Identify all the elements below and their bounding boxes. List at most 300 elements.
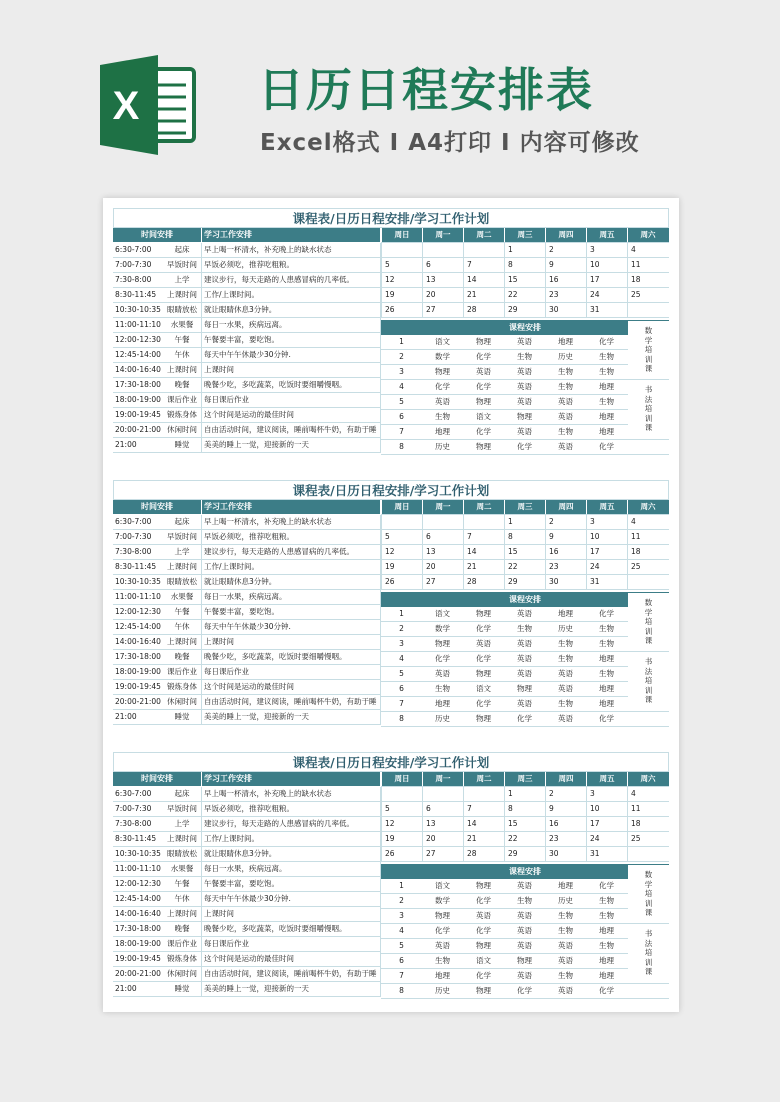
calendar-day: 25 xyxy=(627,560,668,574)
course-row xyxy=(381,939,669,954)
calendar-day xyxy=(422,243,463,257)
calendar-day: 24 xyxy=(586,560,627,574)
course-period: 2 xyxy=(399,896,404,905)
schedule-label: 午餐 xyxy=(174,335,190,344)
calendar-day: 27 xyxy=(422,303,463,317)
schedule-row xyxy=(113,695,381,710)
course-row xyxy=(381,924,669,939)
schedule-task: 每天中午午休最少30分钟. xyxy=(201,892,381,906)
calendar-day: 21 xyxy=(463,832,504,846)
course-row xyxy=(381,607,669,622)
course-subject: 生物 xyxy=(558,639,573,648)
schedule-task: 自由活动时间，建议阅读，睡前喝杯牛奶，有助于睡 xyxy=(201,423,381,437)
course-row xyxy=(381,425,669,440)
schedule-row xyxy=(113,952,381,967)
course-subject: 英语 xyxy=(558,941,573,950)
schedule-row xyxy=(113,892,381,907)
calendar-day: 5 xyxy=(381,258,422,272)
course-subject: 化学 xyxy=(476,427,491,436)
schedule-task: 上课时间 xyxy=(201,907,381,921)
calendar-week-row xyxy=(381,575,669,590)
weekday-header: 周二 xyxy=(463,500,504,514)
course-subject: 地理 xyxy=(599,699,614,708)
schedule-time: 20:00-21:00 xyxy=(115,969,161,978)
calendar-day: 27 xyxy=(422,847,463,861)
course-subject: 化学 xyxy=(435,382,450,391)
schedule-task: 工作/上课时间。 xyxy=(201,832,381,846)
course-subject: 生物 xyxy=(435,956,450,965)
calendar-day: 13 xyxy=(422,817,463,831)
schedule-label: 晚餐 xyxy=(174,652,190,661)
schedule-time: 19:00-19:45 xyxy=(115,682,161,691)
schedule-label: 起床 xyxy=(174,517,190,526)
schedule-task: 早上喝一杯清水，补充晚上的缺水状态 xyxy=(201,515,381,529)
note-text: 数 学 培 训 课 xyxy=(644,326,653,373)
course-period: 6 xyxy=(399,412,404,421)
calendar-day: 24 xyxy=(586,832,627,846)
course-subject: 化学 xyxy=(435,654,450,663)
schedule-label: 眼睛放松 xyxy=(167,577,197,586)
calendar-day: 23 xyxy=(545,560,586,574)
weekday-header: 周日 xyxy=(381,772,422,786)
course-subject: 英语 xyxy=(517,367,532,376)
schedule-label: 早饭时间 xyxy=(167,260,197,269)
calendar-week-row xyxy=(381,545,669,560)
course-subject: 生物 xyxy=(517,624,532,633)
course-subject: 英语 xyxy=(517,971,532,980)
schedule-header-time: 时间安排 xyxy=(141,774,173,783)
course-subject: 生物 xyxy=(558,699,573,708)
calendar-day xyxy=(422,515,463,529)
daily-schedule-table xyxy=(113,500,381,725)
schedule-section-2 xyxy=(113,480,669,734)
calendar-panel xyxy=(381,500,669,727)
schedule-time: 17:30-18:00 xyxy=(115,380,161,389)
schedule-row xyxy=(113,273,381,288)
schedule-label: 课后作业 xyxy=(167,395,197,404)
schedule-time: 20:00-21:00 xyxy=(115,697,161,706)
course-subject: 地理 xyxy=(599,427,614,436)
course-subject: 英语 xyxy=(558,412,573,421)
schedule-task: 上课时间 xyxy=(201,635,381,649)
schedule-time: 11:00-11:10 xyxy=(115,864,161,873)
calendar-day: 19 xyxy=(381,288,422,302)
weekday-header: 周六 xyxy=(627,500,668,514)
course-period: 6 xyxy=(399,956,404,965)
schedule-label: 早饭时间 xyxy=(167,532,197,541)
calendar-day: 10 xyxy=(586,530,627,544)
course-subject: 英语 xyxy=(435,397,450,406)
schedule-label: 锻炼身体 xyxy=(167,682,197,691)
course-subject: 物理 xyxy=(476,941,491,950)
schedule-row xyxy=(113,545,381,560)
course-subject: 生物 xyxy=(558,427,573,436)
course-row xyxy=(381,894,669,909)
weekday-header: 周三 xyxy=(504,500,545,514)
calendar-week-row xyxy=(381,258,669,273)
course-subject: 历史 xyxy=(558,896,573,905)
schedule-task: 每天中午午休最少30分钟. xyxy=(201,620,381,634)
calendar-day: 10 xyxy=(586,802,627,816)
schedule-time: 12:45-14:00 xyxy=(115,350,161,359)
calendar-day: 4 xyxy=(627,787,668,801)
course-subject: 生物 xyxy=(599,397,614,406)
schedule-row xyxy=(113,560,381,575)
calendar-day: 7 xyxy=(463,530,504,544)
schedule-task: 工作/上课时间。 xyxy=(201,560,381,574)
course-period: 5 xyxy=(399,941,404,950)
course-title-bar: 课程安排 xyxy=(381,320,669,335)
calendar-day: 11 xyxy=(627,258,668,272)
schedule-time: 11:00-11:10 xyxy=(115,592,161,601)
calendar-day: 7 xyxy=(463,802,504,816)
course-subject: 英语 xyxy=(517,639,532,648)
schedule-label: 晚餐 xyxy=(174,924,190,933)
calendar-panel xyxy=(381,772,669,999)
course-period: 5 xyxy=(399,397,404,406)
section-title: 课程表/日历日程安排/学习工作计划 xyxy=(113,208,669,228)
schedule-time: 8:30-11:45 xyxy=(115,290,157,299)
course-subject: 地理 xyxy=(599,684,614,693)
schedule-row xyxy=(113,590,381,605)
weekday-header: 周一 xyxy=(422,228,463,242)
calendar-day: 29 xyxy=(504,575,545,589)
schedule-row xyxy=(113,575,381,590)
schedule-time: 14:00-16:40 xyxy=(115,909,161,918)
calendar-day: 5 xyxy=(381,530,422,544)
weekday-header: 周四 xyxy=(545,228,586,242)
schedule-task: 建议步行，每天走路的人患感冒病的几率低。 xyxy=(201,545,381,559)
course-subject: 英语 xyxy=(476,639,491,648)
calendar-day xyxy=(381,515,422,529)
schedule-task: 建议步行，每天走路的人患感冒病的几率低。 xyxy=(201,273,381,287)
schedule-label: 上课时间 xyxy=(167,562,197,571)
course-subject: 地理 xyxy=(599,956,614,965)
calligraphy-training-note xyxy=(628,653,669,711)
schedule-time: 17:30-18:00 xyxy=(115,652,161,661)
calendar-day: 20 xyxy=(422,560,463,574)
course-subject: 生物 xyxy=(435,684,450,693)
course-row xyxy=(381,969,669,984)
schedule-time: 8:30-11:45 xyxy=(115,834,157,843)
course-subject: 地理 xyxy=(599,382,614,391)
weekday-header-row xyxy=(381,228,669,243)
course-subject: 物理 xyxy=(435,639,450,648)
schedule-task: 每日课后作业 xyxy=(201,937,381,951)
course-subject: 物理 xyxy=(476,669,491,678)
schedule-time: 7:30-8:00 xyxy=(115,547,152,556)
calendar-day: 25 xyxy=(627,288,668,302)
course-row xyxy=(381,984,669,999)
course-period: 4 xyxy=(399,654,404,663)
course-subject: 生物 xyxy=(558,911,573,920)
calendar-day: 2 xyxy=(545,515,586,529)
weekday-header: 周三 xyxy=(504,228,545,242)
calendar-day: 4 xyxy=(627,515,668,529)
schedule-row xyxy=(113,710,381,725)
page-subtitle: Excel格式 I A4打印 I 内容可修改 xyxy=(260,130,640,156)
course-row xyxy=(381,667,669,682)
schedule-time: 19:00-19:45 xyxy=(115,954,161,963)
schedule-time: 10:30-10:35 xyxy=(115,849,161,858)
schedule-label: 休闲时间 xyxy=(167,969,197,978)
schedule-row xyxy=(113,243,381,258)
weekday-header: 周二 xyxy=(463,228,504,242)
weekday-header-row xyxy=(381,772,669,787)
course-period: 1 xyxy=(399,881,404,890)
schedule-task: 晚餐少吃，多吃蔬菜，吃饭时要细嚼慢咽。 xyxy=(201,378,381,392)
calendar-day: 15 xyxy=(504,273,545,287)
schedule-label: 上课时间 xyxy=(167,365,197,374)
schedule-time: 21:00 xyxy=(115,984,137,993)
weekday-header: 周四 xyxy=(545,500,586,514)
course-subject: 化学 xyxy=(435,926,450,935)
schedule-task: 每日一水果，疾病远离。 xyxy=(201,318,381,332)
course-subject: 英语 xyxy=(517,654,532,663)
course-subject: 物理 xyxy=(517,684,532,693)
schedule-label: 眼睛放松 xyxy=(167,305,197,314)
course-subject: 数学 xyxy=(435,352,450,361)
course-subject: 历史 xyxy=(558,352,573,361)
note-text: 书 法 培 训 课 xyxy=(644,929,653,976)
schedule-header-task: 学习工作安排 xyxy=(201,772,381,786)
course-subject: 英语 xyxy=(558,669,573,678)
calendar-day: 20 xyxy=(422,288,463,302)
schedule-task: 自由活动时间，建议阅读，睡前喝杯牛奶，有助于睡 xyxy=(201,967,381,981)
weekday-header: 周四 xyxy=(545,772,586,786)
course-subject: 化学 xyxy=(476,654,491,663)
calendar-day: 25 xyxy=(627,832,668,846)
schedule-row xyxy=(113,303,381,318)
course-subject: 物理 xyxy=(517,956,532,965)
calendar-day xyxy=(381,787,422,801)
course-subject: 化学 xyxy=(476,352,491,361)
section-title: 课程表/日历日程安排/学习工作计划 xyxy=(113,752,669,772)
schedule-task: 美美的睡上一觉，迎接新的一天 xyxy=(201,982,381,996)
calendar-week-row xyxy=(381,273,669,288)
schedule-row xyxy=(113,922,381,937)
schedule-task: 每日一水果，疾病远离。 xyxy=(201,862,381,876)
schedule-task: 这个时间是运动的最佳时间 xyxy=(201,680,381,694)
weekday-header: 周二 xyxy=(463,772,504,786)
course-subject: 化学 xyxy=(476,971,491,980)
course-period: 4 xyxy=(399,926,404,935)
calendar-day: 5 xyxy=(381,802,422,816)
course-subject: 英语 xyxy=(476,911,491,920)
course-subject: 生物 xyxy=(558,367,573,376)
schedule-time: 6:30-7:00 xyxy=(115,789,152,798)
schedule-row xyxy=(113,907,381,922)
calendar-day: 22 xyxy=(504,288,545,302)
schedule-row xyxy=(113,620,381,635)
calendar-week-row xyxy=(381,530,669,545)
schedule-task: 午餐要丰富，要吃饱。 xyxy=(201,605,381,619)
calendar-day: 8 xyxy=(504,258,545,272)
calendar-day: 16 xyxy=(545,817,586,831)
schedule-time: 10:30-10:35 xyxy=(115,305,161,314)
course-subject: 英语 xyxy=(558,986,573,995)
schedule-row xyxy=(113,258,381,273)
course-subject: 化学 xyxy=(476,699,491,708)
schedule-task: 美美的睡上一觉，迎接新的一天 xyxy=(201,438,381,452)
course-subject: 物理 xyxy=(476,714,491,723)
schedule-row xyxy=(113,408,381,423)
schedule-time: 7:00-7:30 xyxy=(115,260,152,269)
course-row xyxy=(381,909,669,924)
course-subject: 英语 xyxy=(435,941,450,950)
schedule-task: 每日一水果，疾病远离。 xyxy=(201,590,381,604)
course-row xyxy=(381,712,669,727)
calendar-day: 28 xyxy=(463,575,504,589)
excel-logo-icon xyxy=(100,55,197,155)
calendar-day: 23 xyxy=(545,288,586,302)
course-subject: 数学 xyxy=(435,896,450,905)
course-subject: 历史 xyxy=(435,714,450,723)
calendar-day: 10 xyxy=(586,258,627,272)
calendar-day: 31 xyxy=(586,575,627,589)
schedule-task: 晚餐少吃，多吃蔬菜，吃饭时要细嚼慢咽。 xyxy=(201,650,381,664)
schedule-time: 19:00-19:45 xyxy=(115,410,161,419)
schedule-row xyxy=(113,967,381,982)
note-text: 书 法 培 训 课 xyxy=(644,657,653,704)
weekday-header: 周五 xyxy=(586,228,627,242)
calendar-day: 21 xyxy=(463,288,504,302)
calendar-day: 1 xyxy=(504,515,545,529)
course-period: 8 xyxy=(399,714,404,723)
course-subject: 英语 xyxy=(517,926,532,935)
schedule-time: 12:00-12:30 xyxy=(115,879,161,888)
course-period: 7 xyxy=(399,699,404,708)
course-row xyxy=(381,879,669,894)
calendar-day: 14 xyxy=(463,545,504,559)
schedule-label: 睡觉 xyxy=(174,984,190,993)
calligraphy-training-note xyxy=(628,925,669,983)
schedule-header-row xyxy=(113,228,381,243)
schedule-time: 14:00-16:40 xyxy=(115,637,161,646)
schedule-label: 上课时间 xyxy=(167,909,197,918)
calendar-day: 12 xyxy=(381,817,422,831)
calendar-day xyxy=(627,575,668,589)
calendar-day: 19 xyxy=(381,832,422,846)
course-subject: 英语 xyxy=(558,442,573,451)
course-subject: 物理 xyxy=(476,986,491,995)
schedule-row xyxy=(113,363,381,378)
calendar-day: 2 xyxy=(545,243,586,257)
calendar-day xyxy=(381,243,422,257)
calendar-day: 7 xyxy=(463,258,504,272)
schedule-time: 7:30-8:00 xyxy=(115,275,152,284)
schedule-task: 每天中午午休最少30分钟. xyxy=(201,348,381,362)
course-subject: 地理 xyxy=(558,609,573,618)
weekday-header: 周一 xyxy=(422,772,463,786)
course-period: 8 xyxy=(399,442,404,451)
schedule-label: 上课时间 xyxy=(167,637,197,646)
calendar-day: 12 xyxy=(381,545,422,559)
calendar-day: 17 xyxy=(586,817,627,831)
math-training-note xyxy=(628,865,669,923)
course-row xyxy=(381,365,669,380)
schedule-row xyxy=(113,937,381,952)
calligraphy-training-note xyxy=(628,381,669,439)
schedule-time: 20:00-21:00 xyxy=(115,425,161,434)
calendar-week-row xyxy=(381,515,669,530)
schedule-row xyxy=(113,982,381,997)
calendar-week-row xyxy=(381,288,669,303)
course-subject: 语文 xyxy=(476,684,491,693)
course-subject: 生物 xyxy=(435,412,450,421)
course-subject: 英语 xyxy=(517,427,532,436)
schedule-header-row xyxy=(113,772,381,787)
schedule-label: 睡觉 xyxy=(174,712,190,721)
schedule-time: 12:45-14:00 xyxy=(115,894,161,903)
schedule-task: 早上喝一杯清水，补充晚上的缺水状态 xyxy=(201,243,381,257)
schedule-row xyxy=(113,530,381,545)
course-subject: 化学 xyxy=(599,986,614,995)
schedule-task: 晚餐少吃，多吃蔬菜，吃饭时要细嚼慢咽。 xyxy=(201,922,381,936)
course-subject: 化学 xyxy=(599,442,614,451)
calendar-day xyxy=(463,243,504,257)
schedule-task: 午餐要丰富，要吃饱。 xyxy=(201,877,381,891)
schedule-row xyxy=(113,832,381,847)
course-period: 7 xyxy=(399,971,404,980)
schedule-label: 课后作业 xyxy=(167,667,197,676)
course-subject: 语文 xyxy=(435,337,450,346)
course-subject: 地理 xyxy=(558,881,573,890)
course-row xyxy=(381,652,669,667)
course-row xyxy=(381,622,669,637)
course-period: 4 xyxy=(399,382,404,391)
calendar-day: 22 xyxy=(504,560,545,574)
weekday-header: 周日 xyxy=(381,500,422,514)
course-subject: 地理 xyxy=(599,654,614,663)
schedule-time: 11:00-11:10 xyxy=(115,320,161,329)
schedule-label: 上课时间 xyxy=(167,290,197,299)
calendar-day: 14 xyxy=(463,817,504,831)
weekday-header: 周日 xyxy=(381,228,422,242)
schedule-label: 休闲时间 xyxy=(167,425,197,434)
schedule-task: 美美的睡上一觉，迎接新的一天 xyxy=(201,710,381,724)
course-subject: 英语 xyxy=(517,911,532,920)
course-title-bar: 课程安排 xyxy=(381,592,669,607)
course-subject: 生物 xyxy=(558,654,573,663)
course-period: 8 xyxy=(399,986,404,995)
schedule-row xyxy=(113,423,381,438)
calendar-day: 29 xyxy=(504,847,545,861)
schedule-label: 上学 xyxy=(174,819,190,828)
course-subject: 物理 xyxy=(435,911,450,920)
schedule-task: 早饭必须吃，推荐吃粗粮。 xyxy=(201,530,381,544)
calendar-day xyxy=(627,303,668,317)
schedule-time: 7:00-7:30 xyxy=(115,532,152,541)
course-subject: 生物 xyxy=(599,624,614,633)
course-subject: 化学 xyxy=(476,926,491,935)
schedule-row xyxy=(113,605,381,620)
calendar-day: 8 xyxy=(504,802,545,816)
schedule-label: 课后作业 xyxy=(167,939,197,948)
schedule-time: 7:30-8:00 xyxy=(115,819,152,828)
course-subject: 英语 xyxy=(476,367,491,376)
schedule-task: 工作/上课时间。 xyxy=(201,288,381,302)
calendar-day: 30 xyxy=(545,303,586,317)
course-subject: 英语 xyxy=(517,609,532,618)
calendar-day: 11 xyxy=(627,530,668,544)
schedule-row xyxy=(113,438,381,453)
weekday-header: 周六 xyxy=(627,772,668,786)
course-subject: 化学 xyxy=(476,382,491,391)
course-subject: 数学 xyxy=(435,624,450,633)
schedule-row xyxy=(113,348,381,363)
schedule-task: 这个时间是运动的最佳时间 xyxy=(201,408,381,422)
